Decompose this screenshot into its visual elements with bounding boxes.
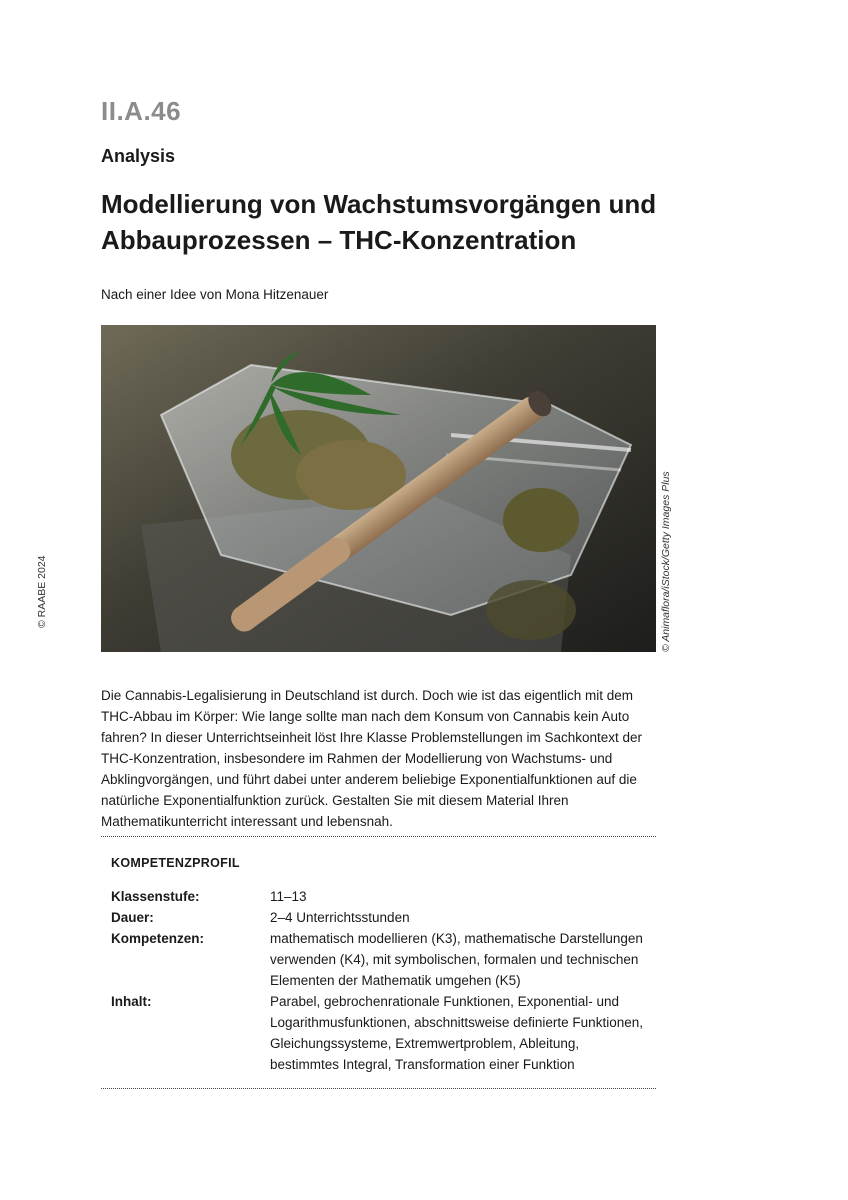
profile-value: mathematisch modellieren (K3), mathematische Darstellungen verwenden (K4), mit symbolischen, formalen und technischen Elementen der Mathematik umgehen (K5) — [270, 931, 643, 988]
profile-label: Klassenstufe: — [111, 889, 200, 904]
profile-value: 11–13 — [270, 889, 307, 904]
profile-heading: KOMPETENZPROFIL — [111, 856, 240, 870]
profile-value: 2–4 Unterrichtsstunden — [270, 910, 410, 925]
profile-row-competences — [111, 928, 656, 991]
profile-row-duration — [111, 907, 656, 928]
profile-label: Dauer: — [111, 910, 154, 925]
image-credit: © Animaflora/iStock/Getty Images Plus — [660, 471, 672, 652]
title-line-1: Modellierung von Wachstumsvorgängen und — [101, 189, 657, 219]
profile-value: Parabel, gebrochenrationale Funktionen, Exponential- und Logarithmusfunktionen, abschnittsweise definierte Funktionen, Gleichungssysteme, Extremwertproblem, Ableitung, bestimmtes Integral, Transformation einer Funktion — [270, 994, 643, 1072]
profile-label: Inhalt: — [111, 994, 152, 1009]
intro-text: Die Cannabis-Legalisierung in Deutschland ist durch. Doch wie ist das eigentlich mit dem THC-Abbau im Körper: Wie lange sollte man nach dem Konsum von Cannabis kein Auto fahren? In dieser Unterrichtseinheit löst Ihre Klasse Problemstellungen im Sachkontext der THC-Konzentration, insbesondere im Rahmen der Modellierung von Wachstums- und Abklingvorgängen, und führt dabei unter anderem beliebige Exponentialfunktionen auf die natürliche Exponentialfunktion zurück. Gestalten Sie mit diesem Material Ihren Mathematikunterricht interessant und lebensnah. — [101, 688, 643, 829]
intro-paragraph — [101, 685, 659, 832]
title-line-2: Abbauprozessen – THC-Konzentration — [101, 225, 577, 255]
page-title — [101, 186, 701, 258]
profile-label: Kompetenzen: — [111, 931, 205, 946]
divider-top — [101, 836, 656, 837]
copyright-note: © RAABE 2024 — [36, 555, 48, 628]
cover-photo — [101, 325, 656, 652]
profile-row-content — [111, 991, 656, 1075]
profile-row-grade — [111, 886, 656, 907]
subject-label: Analysis — [101, 146, 176, 166]
author-note: Nach einer Idee von Mona Hitzenauer — [101, 287, 329, 302]
divider-bottom — [101, 1088, 656, 1089]
unit-code: II.A.46 — [101, 96, 182, 126]
competence-profile — [111, 886, 656, 1075]
